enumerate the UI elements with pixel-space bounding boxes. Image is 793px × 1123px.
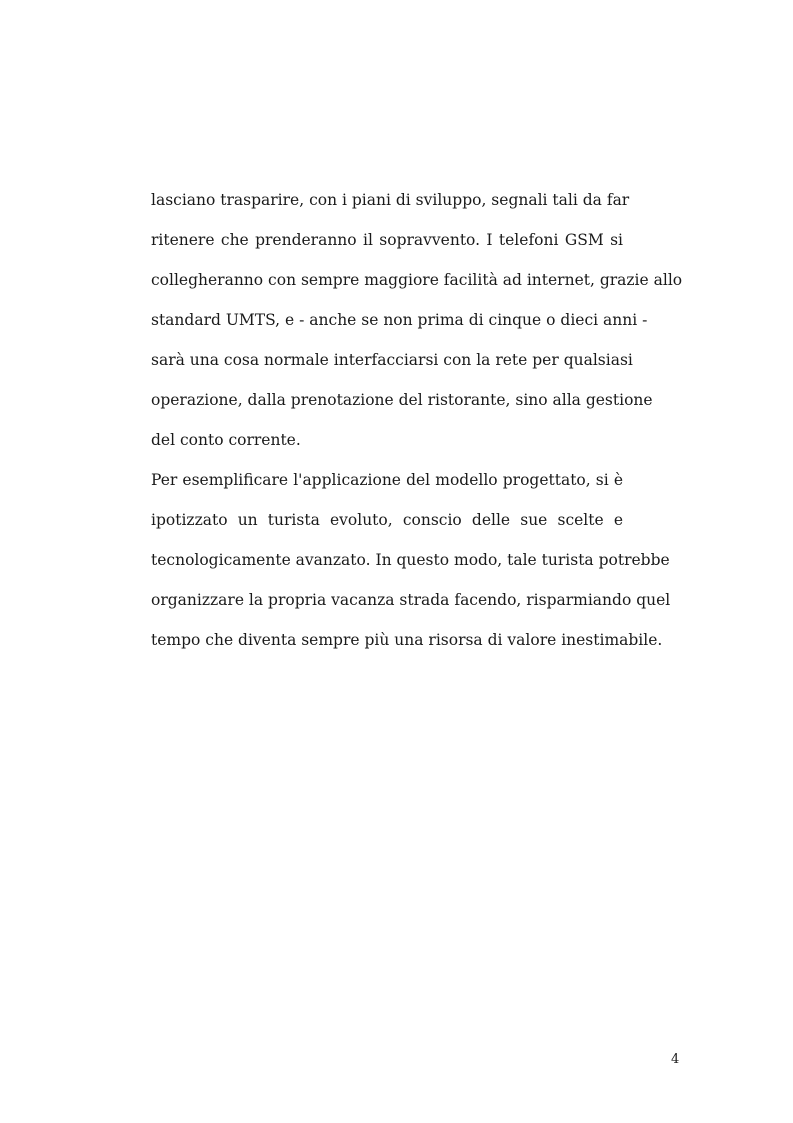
text-line: Per esemplificare l'applicazione del modello progettato, si è — [151, 471, 623, 489]
text-line: standard UMTS, e - anche se non prima di cinque o dieci anni - — [151, 311, 648, 329]
text-line: lasciano trasparire, con i piani di sviluppo, segnali tali da far — [151, 191, 630, 209]
text-line: organizzare la propria vacanza strada facendo, risparmiando quel — [151, 591, 671, 609]
text-line: collegheranno con sempre maggiore facilità ad internet, grazie allo — [151, 271, 683, 289]
text-line: sarà una cosa normale interfacciarsi con la rete per qualsiasi — [151, 351, 633, 369]
page-number: 4 — [671, 1052, 680, 1067]
text-line: operazione, dalla prenotazione del ristorante, sino alla gestione — [151, 391, 653, 409]
text-line: tempo che diventa sempre più una risorsa di valore inestimabile. — [151, 631, 663, 649]
body-text — [151, 186, 683, 666]
text-line: del conto corrente. — [151, 431, 301, 449]
text-line: ritenere che prenderanno il sopravvento. I telefoni GSM si — [151, 231, 623, 249]
text-line: tecnologicamente avanzato. In questo modo, tale turista potrebbe — [151, 551, 670, 569]
text-line: ipotizzato un turista evoluto, conscio delle sue scelte e — [151, 511, 623, 529]
